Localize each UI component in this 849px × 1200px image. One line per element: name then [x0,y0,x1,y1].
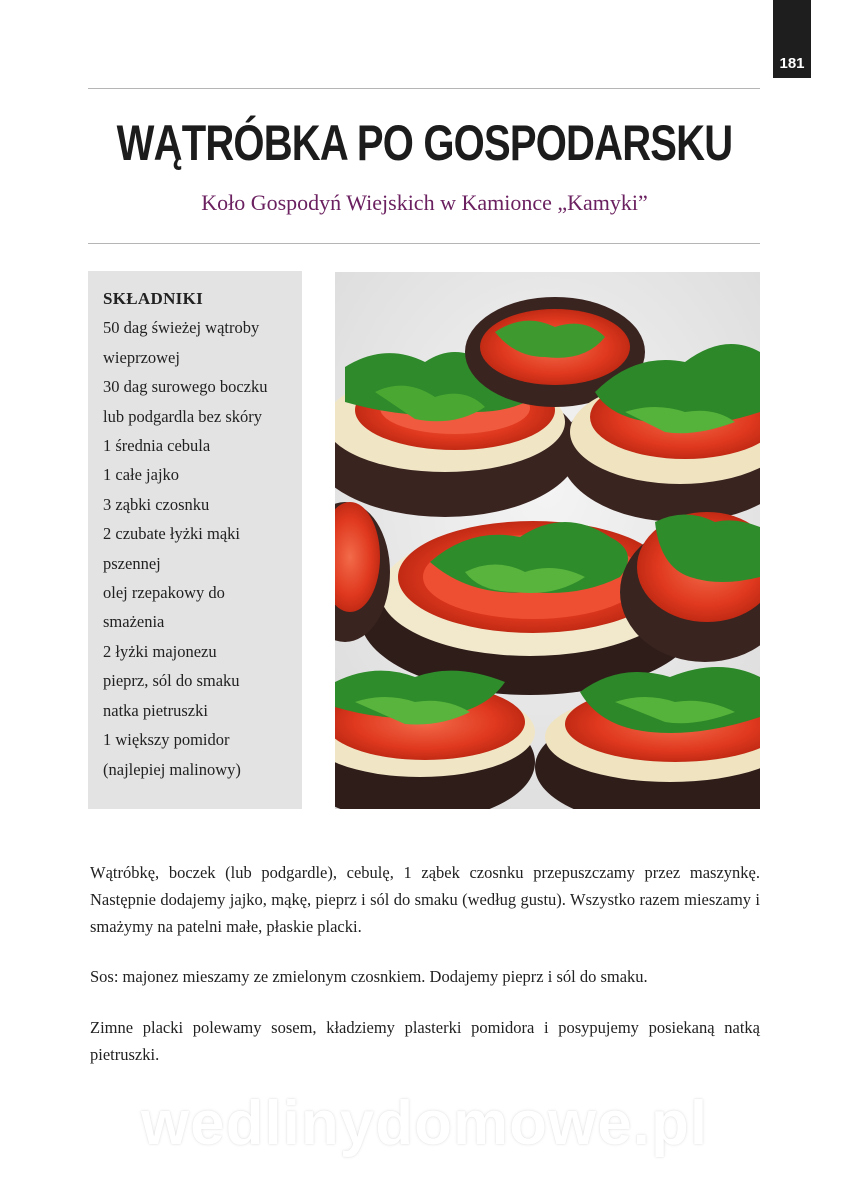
top-divider [88,88,760,89]
ingredient-line: smażenia [103,612,165,632]
ingredient-line: 1 całe jajko [103,465,180,485]
ingredient-line: pszennej [103,553,161,573]
instruction-paragraph: Zimne placki polewamy sosem, kładziemy plasterki pomidora i posypujemy posiekaną natką pietruszki. [90,1018,760,1064]
ingredient-line: 2 łyżki majonezu [103,641,217,661]
ingredient-line: 3 ząbki czosnku [103,494,210,514]
watermark: wedlinydomowe.pl [140,1089,709,1158]
ingredients-box [88,271,302,809]
ingredient-line: lub podgardla bez skóry [103,406,262,426]
header-divider [88,243,760,244]
dish-illustration [335,272,760,809]
recipe-title: WĄTRÓBKA PO GOSPODARSKU [116,115,733,171]
instruction-paragraph: Sos: majonez mieszamy ze zmielonym czosnkiem. Dodajemy pieprz i sól do smaku. [90,967,648,986]
page-number-tab [773,0,811,78]
ingredient-line: 1 średnia cebula [103,436,211,456]
ingredients-heading: SKŁADNIKI [103,289,204,308]
ingredient-line: wieprzowej [103,347,180,367]
ingredient-line: natka pietruszki [103,700,208,720]
ingredient-line: 2 czubate łyżki mąki [103,524,240,544]
ingredient-line: 1 większy pomidor [103,730,230,750]
instruction-paragraph: Wątróbkę, boczek (lub podgardle), cebulę, 1 ząbek czosnku przepuszczamy przez maszynkę. Następnie dodajemy jajko, mąkę, pieprz i sól do smaku (według gustu). Wszystko razem mieszamy i smażymy na patelni małe, płaskie placki. [90,863,760,936]
ingredient-line: 30 dag surowego boczku [103,377,268,397]
ingredient-line: (najlepiej malinowy) [103,759,241,779]
ingredient-line: 50 dag świeżej wątroby [103,318,260,338]
ingredient-line: pieprz, sól do smaku [103,671,240,691]
dish-photo [335,272,760,809]
ingredient-line: olej rzepakowy do [103,583,225,603]
page-number: 181 [779,55,805,72]
recipe-subtitle: Koło Gospodyń Wiejskich w Kamionce „Kamyki” [201,190,648,215]
